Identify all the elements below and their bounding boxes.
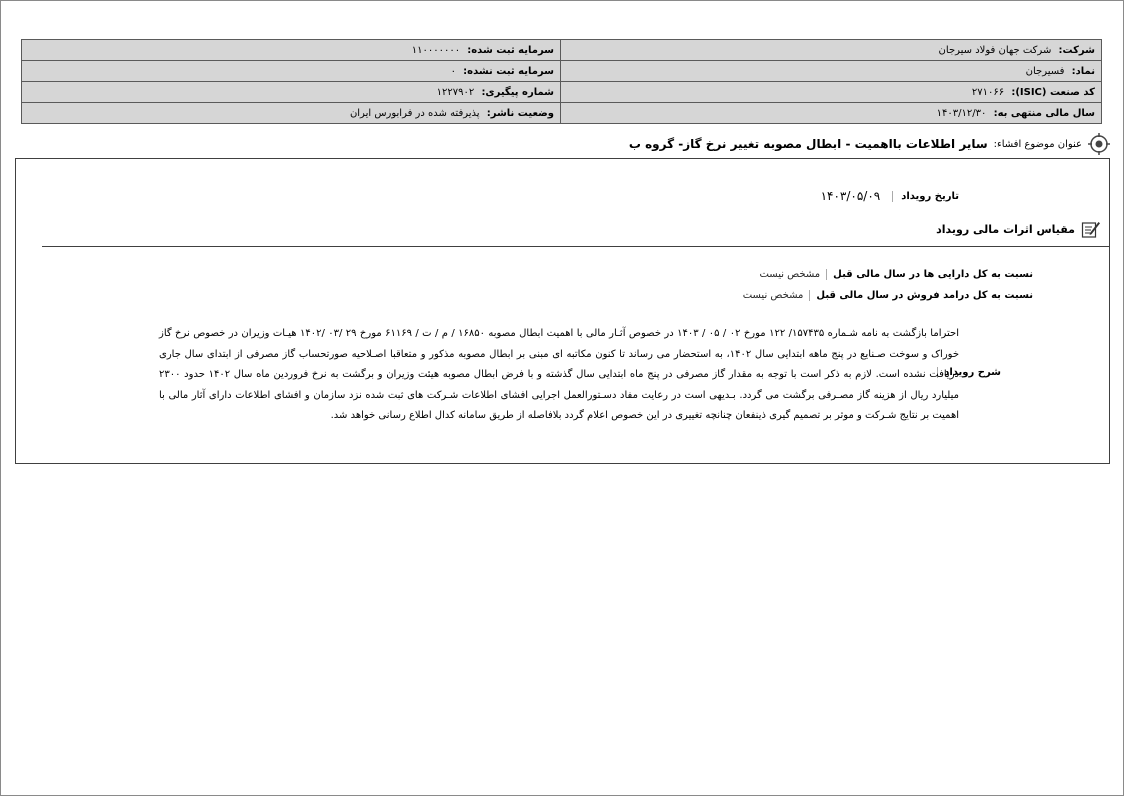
company-cell xyxy=(561,40,1102,61)
publisher-status-value: پذیرفته شده در فرابورس ایران xyxy=(349,107,480,119)
event-details-box xyxy=(15,158,1110,464)
event-date-value: ۱۴۰۳/۰۵/۰۹ xyxy=(820,189,881,203)
fiscal-year-label: سال مالی منتهی به: xyxy=(993,107,1095,119)
description-text: احتراما بازگشت به نامه شـماره ۱۵۷۴۳۵/ ۱۲۲ مورخ ۰۲ / ۰۵ / ۱۴۰۳ در خصوص آثـار مالی با اهمیت ابطال مصوبه ۱۶۸۵۰ / م / ت / ۶۱۱۶۹ مورخ ۲۹ /۰۳ /۱۴۰۲ هیـات وزیران در خصوص نرخ گاز خوراک و سوخت صـنایع در پنج ماهه ابتدایی سال ۱۴۰۲، به استحضار می رساند تا کنون مکاتبه ای مبنی بر ابطال مصوبه مذکور و متعاقبا اصـلاحیه صورتحساب گاز مصرفی از ابتدای سال جاری دریافت نشده است. لازم به ذکر است با توجه به مقدار گاز مصرفی در پنج ماه ابتدایی سال گذشته و با فرض ابطال مصوبه هیئت وزیران و برگشت به نرخ فروردین ماه سال ۱۴۰۲ حدود ۲۳۰۰ میلیارد ریال از هزینه گاز مصـرفی برگشت می گردد. بـدیهی است در رعایت مفاد دسـتورالعمل اجرایی افشای اطلاعات شـرکت های ثبت شده نزد سازمان و افشای اطلاعات دارای آثار مالی با اهمیت بر نتایج شـرکت و موثر بر تصمیم گیری ذینفعان چنانچه تغییری در این خصوص اعلام گردد بلافاصله از طریق سامانه کدال اطلاع رسانی خواهد شد. xyxy=(159,328,960,421)
publisher-status-cell xyxy=(22,103,561,124)
isic-value: ۲۷۱۰۶۶ xyxy=(971,86,1005,98)
info-row xyxy=(22,103,1102,124)
company-label: شرکت: xyxy=(1058,44,1095,56)
symbol-value: فسیرجان xyxy=(1025,65,1065,77)
financial-impact-heading xyxy=(936,219,1101,239)
assets-ratio-value: مشخص نیست xyxy=(759,269,821,280)
event-date-label: تاریخ رویداد xyxy=(892,191,959,202)
unregistered-capital-label: سرمایه ثبت نشده: xyxy=(463,65,554,77)
registered-capital-cell xyxy=(22,40,561,61)
subject-title: سایر اطلاعات بااهمیت - ابطال مصوبه تغییر نرخ گاز- گروه ب xyxy=(628,137,988,151)
symbol-label: نماد: xyxy=(1071,65,1095,77)
company-info-table xyxy=(21,39,1102,124)
subject-line xyxy=(629,132,1110,156)
assets-ratio-row xyxy=(759,269,1033,280)
info-row xyxy=(22,61,1102,82)
tracking-value: ۱۲۲۷۹۰۲ xyxy=(436,86,475,98)
target-icon xyxy=(1088,133,1110,155)
event-date xyxy=(821,189,959,203)
symbol-cell xyxy=(561,61,1102,82)
tracking-label: شماره پیگیری: xyxy=(481,86,554,98)
unregistered-capital-value: ۰ xyxy=(450,65,456,77)
tracking-cell xyxy=(22,82,561,103)
revenue-ratio-label: نسبت به کل درامد فروش در سال مالی قبل xyxy=(809,290,1033,301)
subject-caption: عنوان موضوع افشاء: xyxy=(993,138,1082,150)
isic-label: کد صنعت (ISIC): xyxy=(1011,86,1095,98)
section-title: مقیاس اثرات مالی رویداد xyxy=(936,222,1075,236)
description-label: شرح رویداد xyxy=(937,367,1001,378)
registered-capital-label: سرمایه ثبت شده: xyxy=(467,44,554,56)
unregistered-capital-cell xyxy=(22,61,561,82)
company-value: شرکت جهان فولاد سیرجان xyxy=(938,44,1052,56)
info-row xyxy=(22,82,1102,103)
publisher-status-label: وضعیت ناشر: xyxy=(486,107,554,119)
registered-capital-value: ۱۱۰۰۰۰۰۰۰ xyxy=(411,44,461,56)
revenue-ratio-value: مشخص نیست xyxy=(742,290,804,301)
isic-cell xyxy=(561,82,1102,103)
fiscal-year-value: ۱۴۰۳/۱۲/۳۰ xyxy=(936,107,987,119)
fiscal-year-cell xyxy=(561,103,1102,124)
edit-note-icon xyxy=(1081,219,1101,239)
revenue-ratio-row xyxy=(743,290,1033,301)
assets-ratio-label: نسبت به کل دارایی ها در سال مالی قبل xyxy=(826,269,1033,280)
info-row xyxy=(22,40,1102,61)
section-divider xyxy=(42,246,1109,247)
